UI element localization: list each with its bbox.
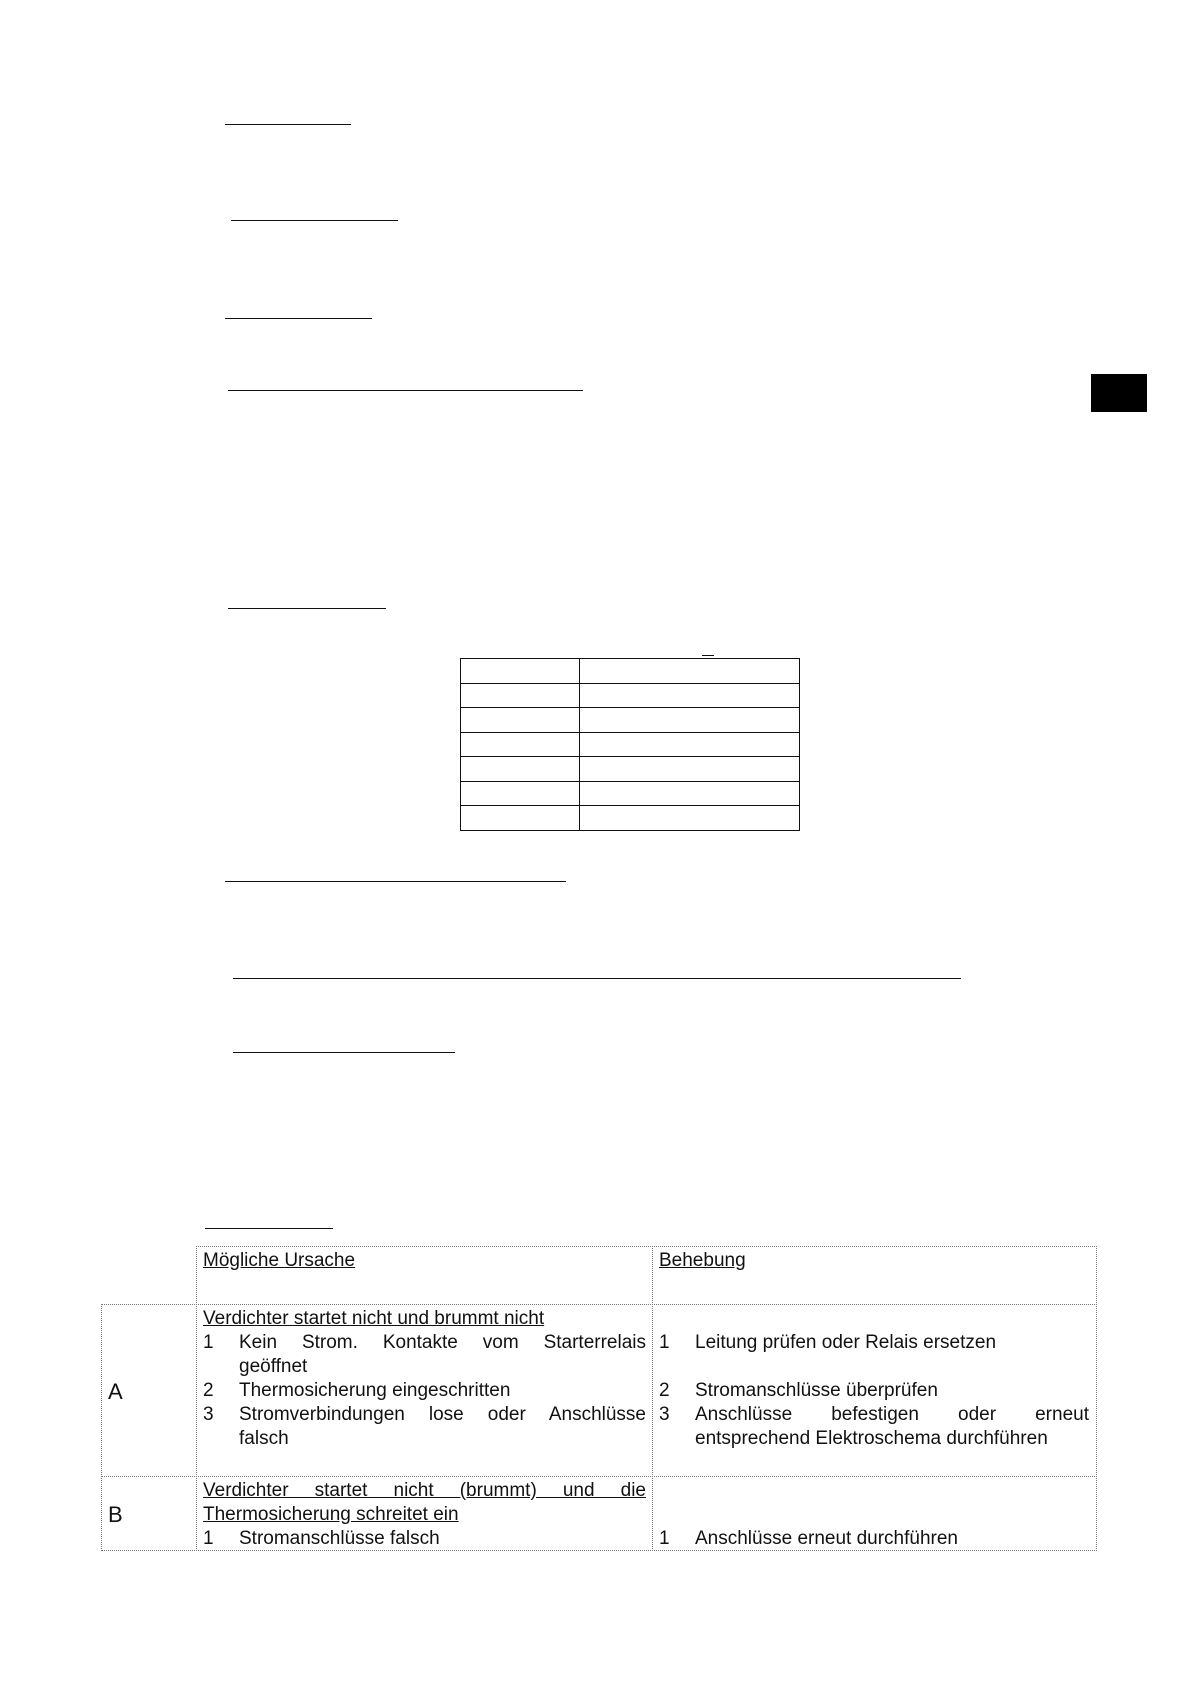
item-text: Stromanschlüsse überprüfen	[695, 1380, 938, 1401]
item-text: Thermosicherung eingeschritten	[239, 1380, 511, 1401]
item-text-cont: geöffnet	[239, 1356, 308, 1377]
row-b-letter: B	[108, 1502, 123, 1527]
grid-cell	[580, 659, 800, 684]
item-text: Anschlüsse befestigen oder erneut	[695, 1404, 1089, 1425]
item-text-cont: entsprechend Elektroschema durchführen	[695, 1428, 1048, 1449]
empty-grid-table	[460, 658, 800, 831]
item-number: 1	[203, 1528, 214, 1549]
grid-cell	[580, 708, 800, 733]
item-text: Anschlüsse erneut durchführen	[695, 1528, 958, 1549]
row-b-title	[203, 1479, 646, 1527]
grid-cell	[580, 757, 800, 782]
grid-cell	[461, 732, 580, 757]
heading-rule-4	[228, 390, 583, 391]
grid-cell	[461, 683, 580, 708]
row-b-cause-1	[203, 1527, 646, 1551]
row-a-fix-2	[659, 1379, 1089, 1403]
row-b-fix-1	[659, 1527, 1089, 1551]
heading-rule-2	[231, 220, 398, 221]
row-a-cause-3	[203, 1403, 646, 1451]
item-text: Stromanschlüsse falsch	[239, 1528, 440, 1549]
grid-row	[461, 781, 800, 806]
grid-row	[461, 659, 800, 684]
item-number: 1	[659, 1528, 670, 1549]
grid-cell	[580, 732, 800, 757]
item-number: 3	[659, 1404, 670, 1425]
grid-cell	[461, 659, 580, 684]
grid-row	[461, 806, 800, 831]
item-number: 1	[659, 1332, 670, 1353]
grid-row	[461, 757, 800, 782]
grid-cell	[580, 781, 800, 806]
grid-cell	[461, 757, 580, 782]
row-b-title-line1: Verdichter startet nicht (brummt) und die	[203, 1480, 646, 1501]
language-tab-marker	[1091, 374, 1147, 412]
item-number: 1	[203, 1332, 214, 1353]
grid-row	[461, 732, 800, 757]
grid-cell	[580, 683, 800, 708]
item-text: Leitung prüfen oder Relais ersetzen	[695, 1332, 997, 1353]
heading-rule-1	[225, 124, 351, 125]
row-a-fix-3	[659, 1403, 1089, 1451]
item-text: Kein Strom. Kontakte vom Starterrelais	[239, 1332, 646, 1353]
row-a-letter: A	[108, 1379, 123, 1404]
item-number: 3	[203, 1404, 214, 1425]
item-number: 2	[203, 1380, 214, 1401]
grid-cell	[461, 708, 580, 733]
grid-cell	[580, 806, 800, 831]
heading-rule-3	[225, 318, 372, 319]
row-a-title: Verdichter startet nicht und brummt nicht	[203, 1308, 545, 1329]
grid-cell	[461, 781, 580, 806]
item-number: 2	[659, 1380, 670, 1401]
item-text: Stromverbindungen lose oder Anschlüsse	[239, 1404, 646, 1425]
grid-tick-mark	[702, 655, 714, 656]
heading-rule-9	[205, 1228, 333, 1229]
heading-rule-8	[233, 1052, 455, 1053]
header-cause-label: Mögliche Ursache	[203, 1250, 356, 1271]
row-a-cause-1	[203, 1331, 646, 1379]
grid-cell	[461, 806, 580, 831]
row-a-fix-1	[659, 1331, 1089, 1355]
header-fix-label: Behebung	[659, 1250, 746, 1271]
row-b-title-line2: Thermosicherung schreitet ein	[203, 1504, 459, 1525]
heading-rule-5	[228, 608, 386, 609]
row-a-cause-2	[203, 1379, 646, 1403]
heading-rule-7	[233, 978, 961, 979]
item-text-cont: falsch	[239, 1428, 289, 1449]
heading-rule-6	[225, 881, 566, 882]
grid-row	[461, 683, 800, 708]
grid-row	[461, 708, 800, 733]
